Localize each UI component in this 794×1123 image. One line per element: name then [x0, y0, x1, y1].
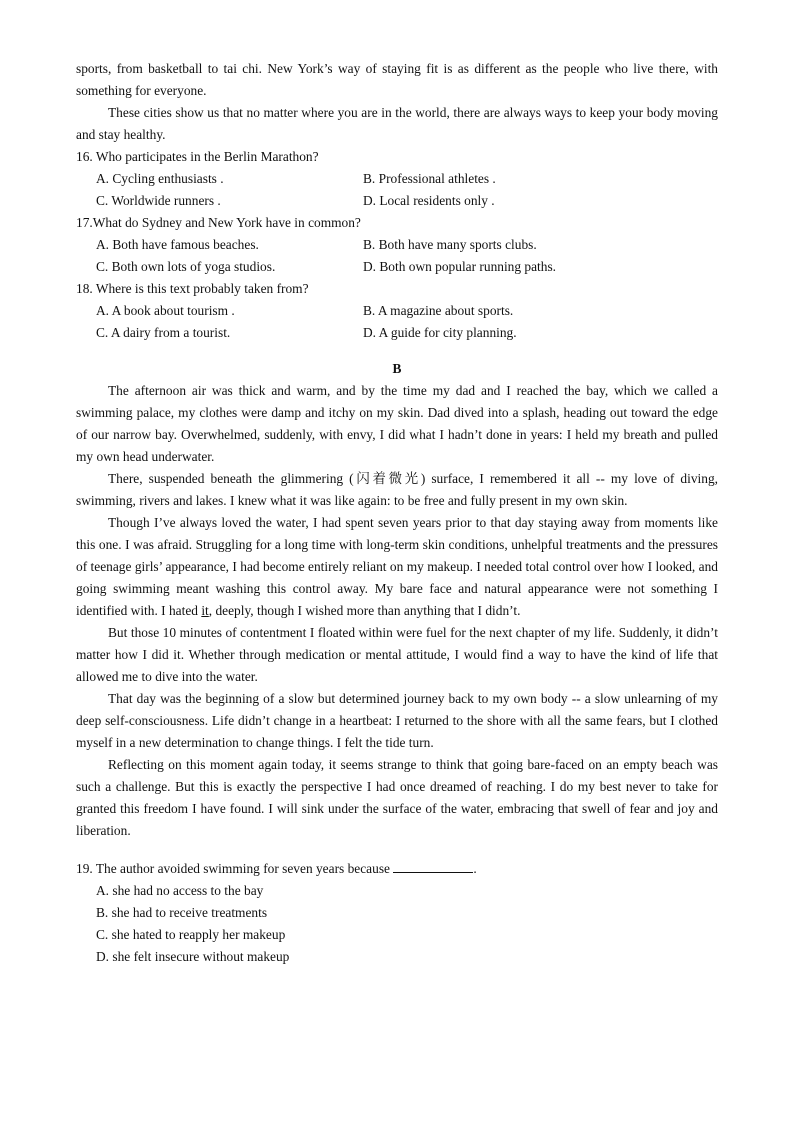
- option-c: C. Worldwide runners .: [96, 193, 221, 208]
- passage-b-paragraph: The afternoon air was thick and warm, and by the time my dad and I reached the bay, which we called a swimming palace, my clothes were damp and itchy on my skin. Dad dived into a splash, heading out toward the edge of our narrow bay. Overwhelmed, suddenly, with envy, I did what I hadn’t done in years: I held my breath and pulled my own head underwater.: [76, 383, 718, 464]
- options-grid: [76, 168, 718, 212]
- question-16: [76, 146, 718, 212]
- question-stem: 17.What do Sydney and New York have in common?: [76, 215, 361, 230]
- options-grid: [76, 234, 718, 278]
- passage-b-paragraph: [76, 512, 718, 622]
- options-grid: [76, 300, 718, 344]
- paragraph-text: , deeply, though I wished more than anything that I didn’t.: [208, 603, 521, 618]
- option-b: B. Professional athletes .: [363, 171, 496, 186]
- section-heading: B: [392, 361, 402, 376]
- question-stem: 18. Where is this text probably taken from?: [76, 281, 309, 296]
- question-stem: [76, 858, 718, 880]
- question-18: [76, 278, 718, 344]
- passage-b-paragraph: There, suspended beneath the glimmering (闪着微光) surface, I remembered it all -- my love of diving, swimming, rivers and lakes. I knew what it was like again: to be free and fully present in my own skin.: [76, 471, 718, 508]
- option-d: D. Local residents only .: [363, 193, 495, 208]
- passage-b-paragraph: But those 10 minutes of contentment I floated within were fuel for the next chapter of my life. Suddenly, it didn’t matter how I did it. Whether through medication or mental attitude, I would find a way to have the kind of life that allowed me to dive into the water.: [76, 625, 718, 684]
- passage-a-paragraph: sports, from basketball to tai chi. New York’s way of staying fit is as different as the people who live there, with something for everyone.: [76, 61, 718, 98]
- question-stem: 16. Who participates in the Berlin Marathon?: [76, 149, 319, 164]
- question-19: [76, 858, 718, 968]
- option-a: A. Both have famous beaches.: [96, 237, 259, 252]
- option-d: D. Both own popular running paths.: [363, 259, 557, 274]
- option-c: C. she hated to reapply her makeup: [96, 927, 286, 942]
- option-b: B. Both have many sports clubs.: [363, 237, 537, 252]
- option-a: A. she had no access to the bay: [96, 883, 264, 898]
- option-d: D. she felt insecure without makeup: [96, 949, 290, 964]
- underlined-word: it: [201, 603, 209, 618]
- option-b: B. she had to receive treatments: [96, 905, 268, 920]
- stem-text: 19. The author avoided swimming for seven years because: [76, 861, 390, 876]
- option-a: A. Cycling enthusiasts .: [96, 171, 224, 186]
- option-b: B. A magazine about sports.: [363, 303, 514, 318]
- exam-page: [76, 58, 718, 968]
- option-a: A. A book about tourism .: [96, 303, 235, 318]
- passage-b-paragraph: Reflecting on this moment again today, it seems strange to think that going bare-faced on an empty beach was such a challenge. But this is exactly the perspective I had once dreamed of reaching. I do my best never to take for granted this freedom I have found. I will sink under the surface of the water, embracing that swell of fear and joy and liberation.: [76, 757, 718, 838]
- question-17: [76, 212, 718, 278]
- option-c: C. A dairy from a tourist.: [96, 325, 231, 340]
- passage-a-paragraph: These cities show us that no matter where you are in the world, there are always ways to keep your body moving and stay healthy.: [76, 105, 718, 142]
- answer-blank: [393, 860, 473, 873]
- passage-b-paragraph: That day was the beginning of a slow but determined journey back to my own body -- a slow unlearning of my deep self-consciousness. Life didn’t change in a heartbeat: I returned to the shore with all the same fears, but I clothed myself in a new determination to change things. I felt the tide turn.: [76, 691, 718, 750]
- paragraph-text: Though I’ve always loved the water, I had spent seven years prior to that day staying away from moments like this one. I was afraid. Struggling for a long time with long-term skin conditions, unhelpful treatments and the pressures of teenage girls’ appearance, I had become entirely reliant on my makeup. I needed total control over how I looked, and going swimming meant washing this control away. My bare face and natural appearance were not something I identified with. I hated: [76, 515, 718, 618]
- option-c: C. Both own lots of yoga studios.: [96, 259, 276, 274]
- option-d: D. A guide for city planning.: [363, 325, 517, 340]
- spacer: [76, 842, 718, 858]
- stem-end: .: [473, 861, 477, 876]
- options-list: [76, 880, 718, 968]
